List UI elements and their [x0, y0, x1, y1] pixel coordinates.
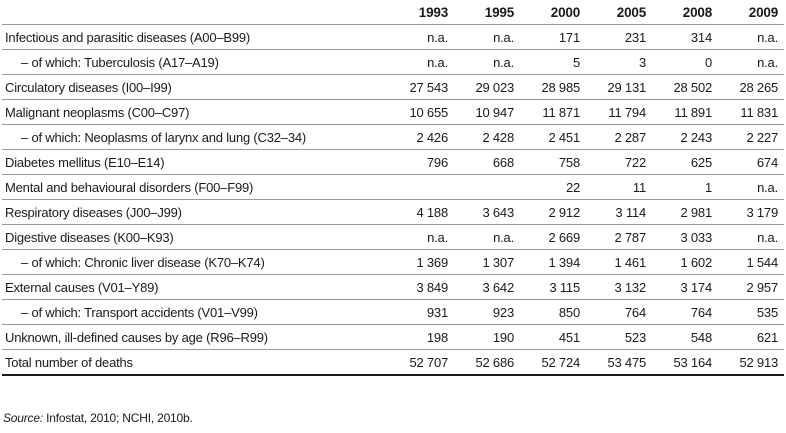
source-label: Source:	[3, 411, 43, 425]
value-cell: 53 164	[652, 350, 718, 376]
value-cell: 625	[652, 150, 718, 175]
value-cell	[454, 175, 520, 200]
header-year-2008: 2008	[652, 0, 718, 25]
table-row	[2, 175, 784, 200]
total-row	[2, 350, 784, 376]
value-cell: 28 265	[718, 75, 784, 100]
value-cell: 2 287	[586, 125, 652, 150]
value-cell: 3 114	[586, 200, 652, 225]
header-year-1993: 1993	[388, 0, 454, 25]
row-label: Mental and behavioural disorders (F00–F99)	[2, 175, 388, 200]
value-cell: 11 871	[520, 100, 586, 125]
value-cell: 796	[388, 150, 454, 175]
value-cell: 548	[652, 325, 718, 350]
value-cell: 28 985	[520, 75, 586, 100]
value-cell	[388, 175, 454, 200]
value-cell: 11 831	[718, 100, 784, 125]
table-row	[2, 75, 784, 100]
value-cell: 3 115	[520, 275, 586, 300]
row-label: – of which: Transport accidents (V01–V99)	[2, 300, 388, 325]
table-row	[2, 200, 784, 225]
source-note	[3, 411, 193, 425]
row-label: External causes (V01–Y89)	[2, 275, 388, 300]
value-cell: 28 502	[652, 75, 718, 100]
value-cell: 1 369	[388, 250, 454, 275]
header-year-1995: 1995	[454, 0, 520, 25]
value-cell: 52 686	[454, 350, 520, 376]
table-row	[2, 150, 784, 175]
value-cell: 53 475	[586, 350, 652, 376]
value-cell: 758	[520, 150, 586, 175]
value-cell: 3	[586, 50, 652, 75]
value-cell: n.a.	[718, 225, 784, 250]
header-year-2000: 2000	[520, 0, 586, 25]
value-cell: 29 131	[586, 75, 652, 100]
header-year-2009: 2009	[718, 0, 784, 25]
table-row	[2, 225, 784, 250]
mortality-table	[2, 0, 784, 376]
value-cell: 1 461	[586, 250, 652, 275]
table-row	[2, 275, 784, 300]
value-cell: 4 188	[388, 200, 454, 225]
value-cell: 923	[454, 300, 520, 325]
value-cell: 190	[454, 325, 520, 350]
value-cell: n.a.	[454, 25, 520, 50]
value-cell: 523	[586, 325, 652, 350]
value-cell: 1	[652, 175, 718, 200]
value-cell: n.a.	[388, 225, 454, 250]
header-year-2005: 2005	[586, 0, 652, 25]
value-cell: 3 033	[652, 225, 718, 250]
value-cell: 2 227	[718, 125, 784, 150]
value-cell: 1 307	[454, 250, 520, 275]
row-label: Total number of deaths	[2, 350, 388, 376]
value-cell: 314	[652, 25, 718, 50]
value-cell: 171	[520, 25, 586, 50]
value-cell: 52 724	[520, 350, 586, 376]
row-label: Digestive diseases (K00–K93)	[2, 225, 388, 250]
table-body	[2, 25, 784, 376]
value-cell: 931	[388, 300, 454, 325]
value-cell: 0	[652, 50, 718, 75]
value-cell: n.a.	[388, 50, 454, 75]
value-cell: 3 849	[388, 275, 454, 300]
table-row	[2, 325, 784, 350]
table-row	[2, 25, 784, 50]
value-cell: 668	[454, 150, 520, 175]
row-label: Malignant neoplasms (C00–C97)	[2, 100, 388, 125]
value-cell: 3 132	[586, 275, 652, 300]
value-cell: 621	[718, 325, 784, 350]
value-cell: 451	[520, 325, 586, 350]
value-cell: 2 426	[388, 125, 454, 150]
value-cell: 22	[520, 175, 586, 200]
value-cell: 764	[586, 300, 652, 325]
table-row	[2, 250, 784, 275]
value-cell: 231	[586, 25, 652, 50]
row-label: Respiratory diseases (J00–J99)	[2, 200, 388, 225]
value-cell: 1 394	[520, 250, 586, 275]
row-label: – of which: Neoplasms of larynx and lung (C32–34)	[2, 125, 388, 150]
value-cell: n.a.	[454, 50, 520, 75]
row-label: Unknown, ill-defined causes by age (R96–R99)	[2, 325, 388, 350]
value-cell: 1 602	[652, 250, 718, 275]
value-cell: 2 669	[520, 225, 586, 250]
value-cell: n.a.	[454, 225, 520, 250]
row-label: Diabetes mellitus (E10–E14)	[2, 150, 388, 175]
table-row	[2, 300, 784, 325]
value-cell: 850	[520, 300, 586, 325]
value-cell: 2 787	[586, 225, 652, 250]
value-cell: 2 243	[652, 125, 718, 150]
value-cell: 5	[520, 50, 586, 75]
table-row	[2, 50, 784, 75]
header-label-cell	[2, 0, 388, 25]
value-cell: 3 643	[454, 200, 520, 225]
value-cell: 674	[718, 150, 784, 175]
value-cell: 2 428	[454, 125, 520, 150]
value-cell: n.a.	[718, 25, 784, 50]
value-cell: n.a.	[718, 50, 784, 75]
row-label: Infectious and parasitic diseases (A00–B99)	[2, 25, 388, 50]
value-cell: 722	[586, 150, 652, 175]
value-cell: 3 179	[718, 200, 784, 225]
row-label: – of which: Tuberculosis (A17–A19)	[2, 50, 388, 75]
value-cell: 10 655	[388, 100, 454, 125]
value-cell: n.a.	[388, 25, 454, 50]
value-cell: 29 023	[454, 75, 520, 100]
table-row	[2, 125, 784, 150]
row-label: – of which: Chronic liver disease (K70–K74)	[2, 250, 388, 275]
value-cell: 3 174	[652, 275, 718, 300]
value-cell: 10 947	[454, 100, 520, 125]
header-row	[2, 0, 784, 25]
row-label: Circulatory diseases (I00–I99)	[2, 75, 388, 100]
value-cell: 198	[388, 325, 454, 350]
value-cell: 11 794	[586, 100, 652, 125]
value-cell: 1 544	[718, 250, 784, 275]
value-cell: n.a.	[718, 175, 784, 200]
value-cell: 2 957	[718, 275, 784, 300]
value-cell: 3 642	[454, 275, 520, 300]
value-cell: 27 543	[388, 75, 454, 100]
value-cell: 52 913	[718, 350, 784, 376]
value-cell: 764	[652, 300, 718, 325]
value-cell: 535	[718, 300, 784, 325]
value-cell: 2 912	[520, 200, 586, 225]
value-cell: 2 981	[652, 200, 718, 225]
source-text: Infostat, 2010; NCHI, 2010b.	[42, 411, 193, 425]
value-cell: 2 451	[520, 125, 586, 150]
value-cell: 52 707	[388, 350, 454, 376]
value-cell: 11 891	[652, 100, 718, 125]
value-cell: 11	[586, 175, 652, 200]
table-row	[2, 100, 784, 125]
